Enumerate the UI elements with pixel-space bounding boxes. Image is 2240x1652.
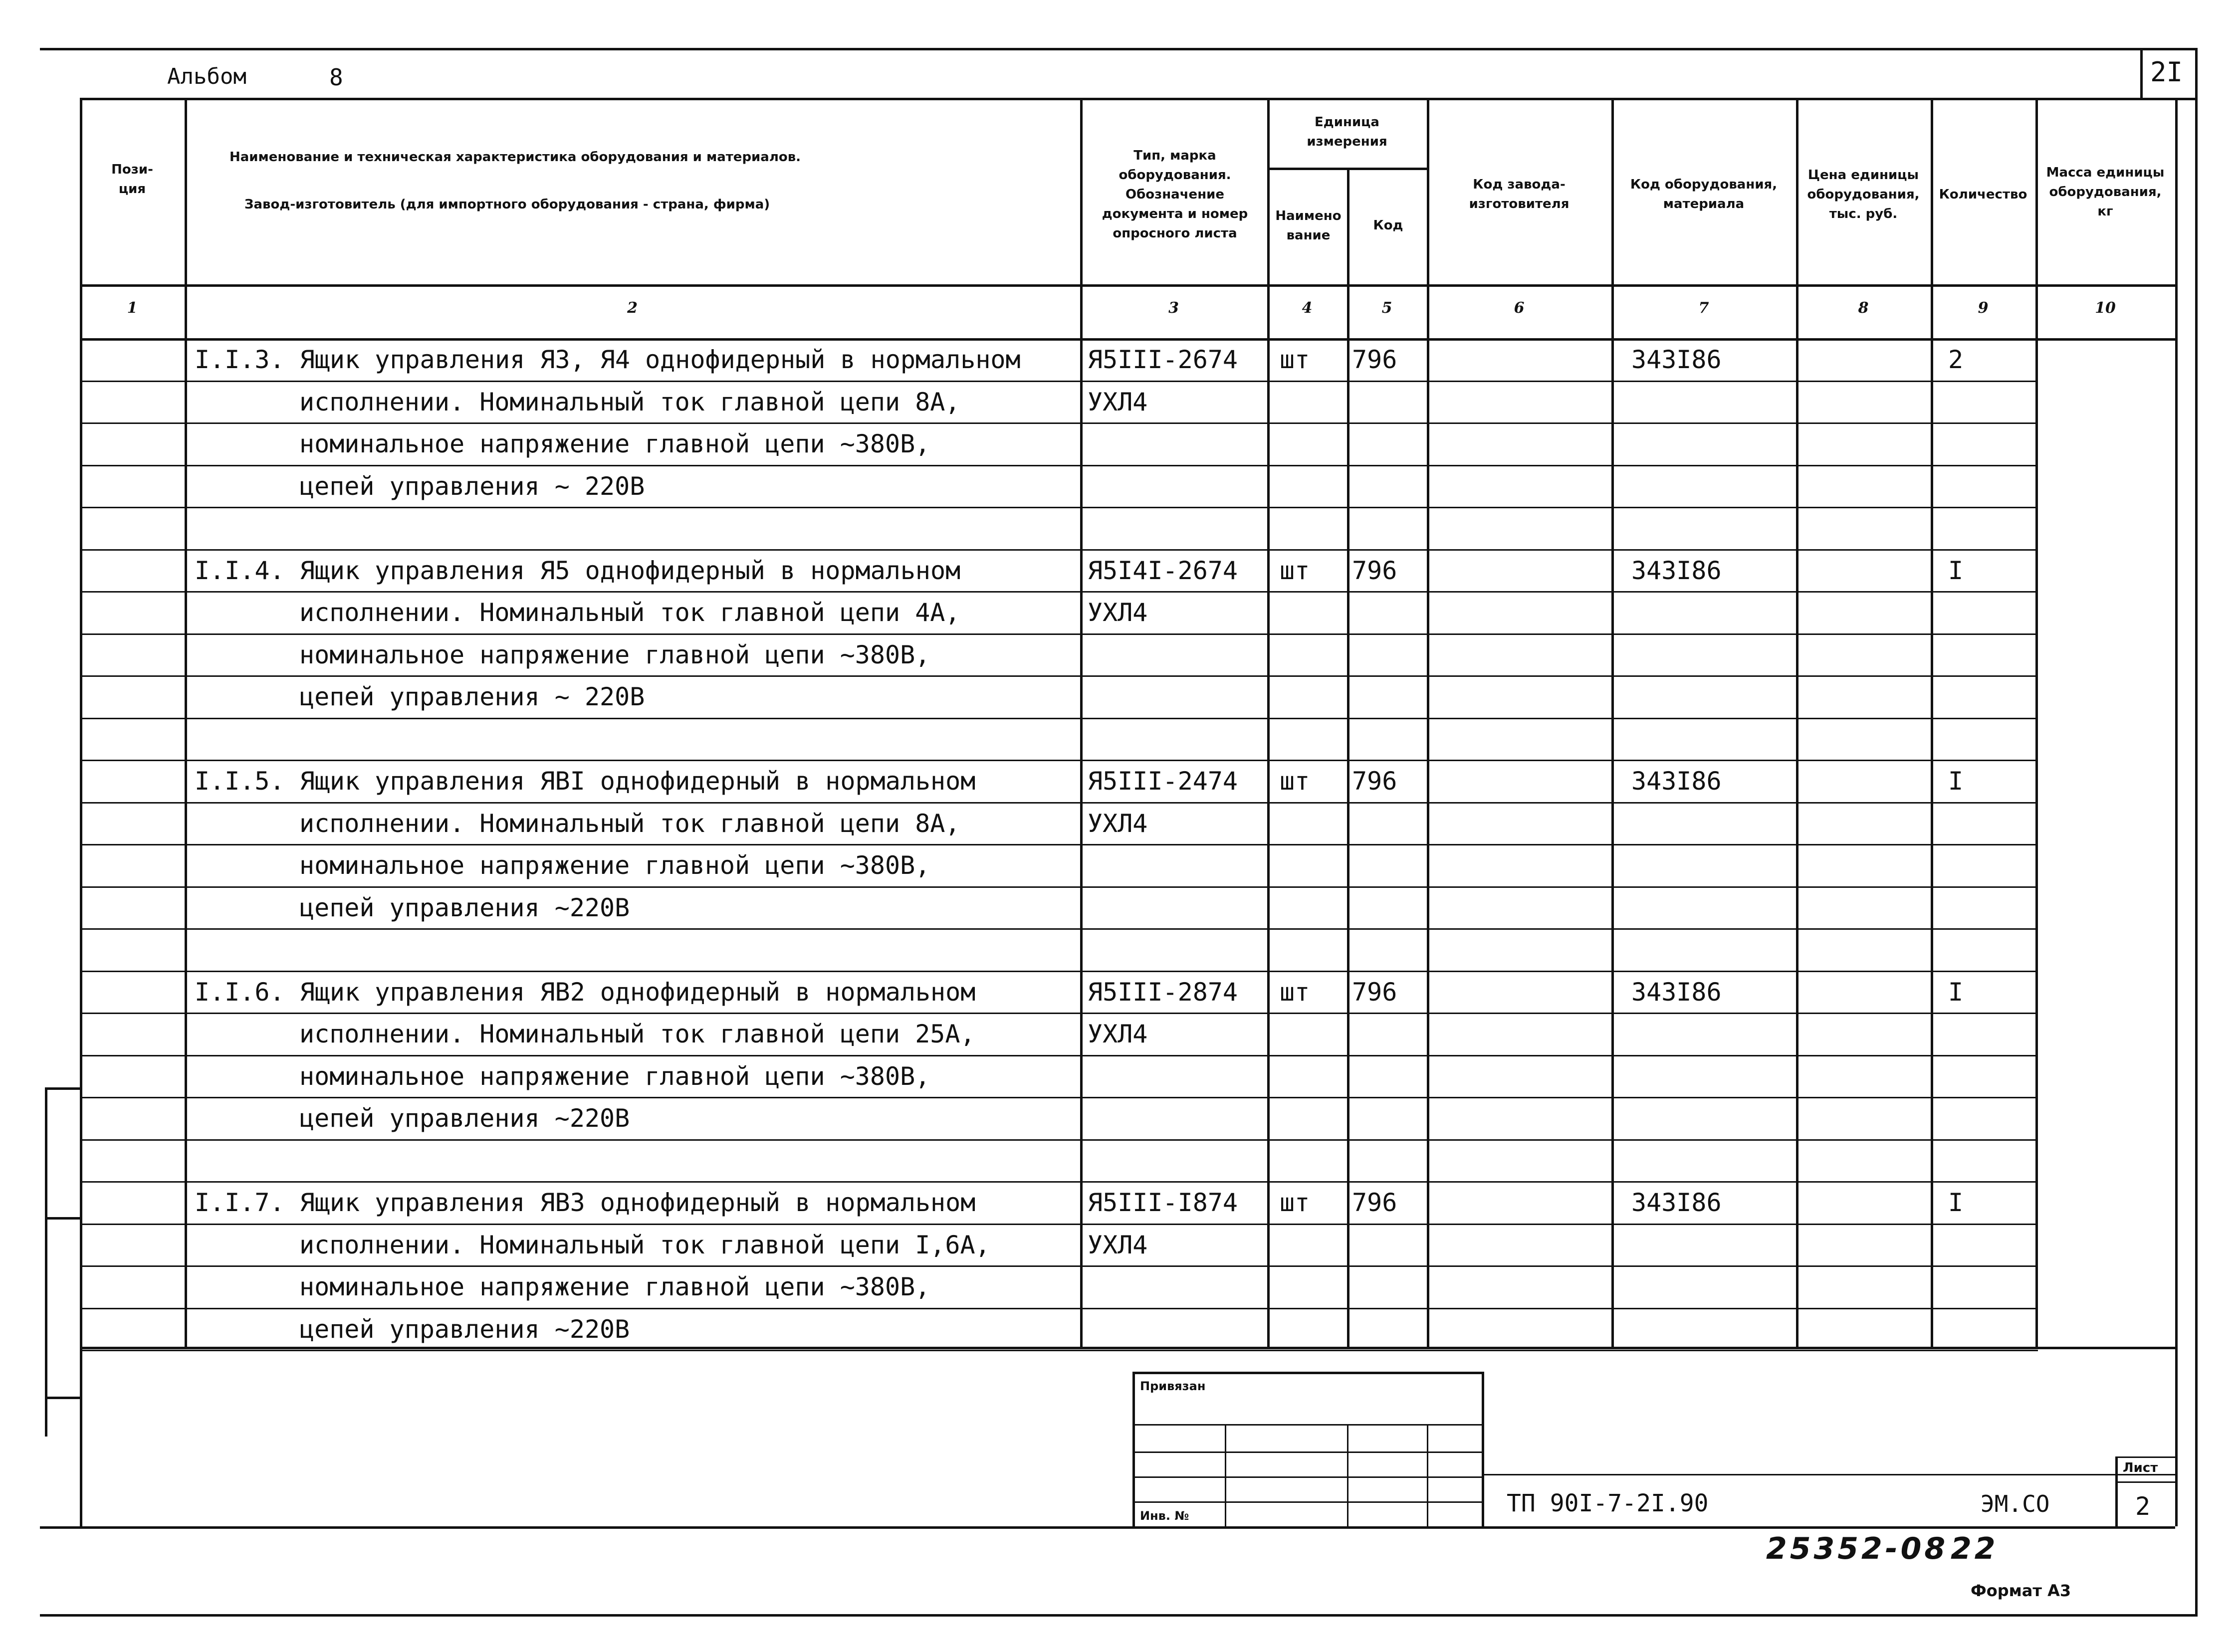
- col-num-8: 8: [1858, 299, 1869, 317]
- format-label: Формат А3: [1971, 1581, 2071, 1600]
- table-row-divider: [80, 675, 2038, 677]
- table-row-divider: [80, 1265, 2038, 1267]
- header-unit-name: Наименование: [1275, 208, 1342, 243]
- item-title-line: I.I.7. Ящик управления ЯВ3 однофидерный в нормальном: [195, 1188, 976, 1217]
- stamp-sheet-label: Лист: [2123, 1460, 2158, 1475]
- table-row-divider: [80, 760, 2038, 761]
- table-row-divider: [80, 1224, 2038, 1225]
- album-label: Альбом: [167, 64, 246, 89]
- item-equipment-code: 343I86: [1631, 556, 1722, 585]
- item-unit: шт: [1280, 345, 1310, 374]
- item-description-line: исполнении. Номинальный ток главной цепи 4А,: [299, 598, 960, 627]
- header-position: Пози-ция: [111, 162, 153, 197]
- stamp-inv-no: Инв. №: [1140, 1509, 1189, 1523]
- item-type: УХЛ4: [1088, 1231, 1148, 1259]
- item-unit: шт: [1280, 1188, 1310, 1217]
- item-description-line: исполнении. Номинальный ток главной цепи 25А,: [299, 1020, 975, 1048]
- table-row-divider: [80, 844, 2038, 845]
- item-type: Я5III-2474: [1088, 767, 1238, 796]
- col-num-5: 5: [1381, 299, 1392, 317]
- col-num-1: 1: [127, 299, 138, 317]
- header-equipment-code: Код оборудования, материала: [1630, 177, 1778, 211]
- table-row-divider: [80, 718, 2038, 719]
- item-description-line: номинальное напряжение главной цепи ~380В,: [299, 851, 930, 880]
- header-factory-code: Код завода-изготовителя: [1469, 177, 1569, 211]
- item-unit: шт: [1280, 556, 1310, 585]
- col-num-3: 3: [1168, 299, 1179, 317]
- item-unit-code: 796: [1352, 767, 1397, 796]
- table-row-divider: [80, 1097, 2038, 1098]
- item-equipment-code: 343I86: [1631, 1188, 1722, 1217]
- table-row-divider: [80, 591, 2038, 593]
- item-description-line: исполнении. Номинальный ток главной цепи I,6А,: [299, 1231, 990, 1259]
- col-num-10: 10: [2095, 299, 2116, 317]
- col-num-7: 7: [1698, 299, 1709, 317]
- item-description-line: номинальное напряжение главной цепи ~380В,: [299, 1272, 930, 1301]
- header-type: Тип, марка оборудования. Обозначение документа и номер опросного листа: [1102, 148, 1248, 241]
- header-quantity: Количество: [1939, 187, 2027, 202]
- table-row-divider: [80, 886, 2038, 888]
- table-row-divider: [80, 507, 2038, 508]
- table-row-divider: [80, 971, 2038, 972]
- item-description-line: цепей управления ~220В: [299, 1315, 630, 1344]
- item-quantity: I: [1948, 1188, 1964, 1217]
- item-title-line: I.I.5. Ящик управления ЯВI однофидерный в нормальном: [195, 767, 976, 796]
- item-description-line: цепей управления ~ 220В: [299, 682, 645, 711]
- header-manufacturer: Завод-изготовитель (для импортного оборудования - страна, фирма): [244, 197, 770, 212]
- item-description-line: цепей управления ~220В: [299, 1104, 630, 1133]
- col-num-6: 6: [1514, 299, 1525, 317]
- item-equipment-code: 343I86: [1631, 767, 1722, 796]
- table-row-divider: [80, 549, 2038, 551]
- table-row-divider: [80, 1181, 2038, 1183]
- stamp-mark: ЭМ.СО: [1981, 1490, 2050, 1517]
- item-quantity: I: [1948, 556, 1964, 585]
- item-title-line: I.I.6. Ящик управления ЯВ2 однофидерный в нормальном: [195, 978, 976, 1007]
- item-type: Я5I4I-2674: [1088, 556, 1238, 585]
- item-type: Я5III-2674: [1088, 345, 1238, 374]
- table-row-divider: [80, 633, 2038, 635]
- table-row-divider: [80, 1350, 2038, 1351]
- item-description-line: цепей управления ~ 220В: [299, 472, 645, 501]
- item-unit-code: 796: [1352, 556, 1397, 585]
- item-unit: шт: [1280, 767, 1310, 796]
- header-mass: Масса единицы оборудования, кг: [2046, 165, 2165, 219]
- table-row-divider: [80, 381, 2038, 382]
- table-row-divider: [80, 422, 2038, 424]
- header-unit-code: Код: [1373, 218, 1403, 233]
- table-row-divider: [80, 1308, 2038, 1309]
- item-type: УХЛ4: [1088, 598, 1148, 627]
- item-unit-code: 796: [1352, 345, 1397, 374]
- archive-number: 25352-08: [1766, 1531, 1949, 1566]
- item-description-line: исполнении. Номинальный ток главной цепи 8А,: [299, 388, 960, 416]
- item-description-line: цепей управления ~220В: [299, 893, 630, 922]
- table-row-divider: [80, 1055, 2038, 1056]
- archive-page: 22: [1951, 1531, 1999, 1566]
- sheet-corner-number: 2I: [2150, 56, 2183, 88]
- item-title-line: I.I.3. Ящик управления Я3, Я4 однофидерный в нормальном: [195, 345, 1021, 374]
- col-num-9: 9: [1978, 299, 1989, 317]
- item-quantity: I: [1948, 767, 1964, 796]
- table-row-divider: [80, 1013, 2038, 1014]
- item-description-line: номинальное напряжение главной цепи ~380В,: [299, 429, 930, 458]
- item-unit-code: 796: [1352, 1188, 1397, 1217]
- item-unit: шт: [1280, 978, 1310, 1007]
- header-unit: Единица измерения: [1307, 115, 1387, 149]
- stamp-sheet-number: 2: [2135, 1492, 2151, 1521]
- table-row-divider: [80, 928, 2038, 930]
- stamp-doc-code: ТП 90I-7-2I.90: [1507, 1489, 1709, 1517]
- item-quantity: I: [1948, 978, 1964, 1007]
- item-type: Я5III-I874: [1088, 1188, 1238, 1217]
- item-description-line: номинальное напряжение главной цепи ~380В,: [299, 640, 930, 669]
- stamp-attached: Привязан: [1140, 1379, 1206, 1393]
- item-type: УХЛ4: [1088, 388, 1148, 416]
- col-num-4: 4: [1302, 299, 1313, 317]
- item-description-line: исполнении. Номинальный ток главной цепи 8А,: [299, 809, 960, 838]
- album-number: 8: [329, 64, 343, 91]
- header-price: Цена единицы оборудования, тыс. руб.: [1807, 167, 1920, 221]
- item-description-line: номинальное напряжение главной цепи ~380В,: [299, 1062, 930, 1091]
- item-unit-code: 796: [1352, 978, 1397, 1007]
- item-equipment-code: 343I86: [1631, 978, 1722, 1007]
- item-type: Я5III-2874: [1088, 978, 1238, 1007]
- item-title-line: I.I.4. Ящик управления Я5 однофидерный в нормальном: [195, 556, 961, 585]
- item-type: УХЛ4: [1088, 1020, 1148, 1048]
- table-row-divider: [80, 465, 2038, 466]
- table-row-divider: [80, 802, 2038, 804]
- item-type: УХЛ4: [1088, 809, 1148, 838]
- table-row-divider: [80, 1139, 2038, 1141]
- item-quantity: 2: [1948, 345, 1964, 374]
- col-num-2: 2: [627, 299, 638, 317]
- header-name: Наименование и техническая характеристика оборудования и материалов.: [229, 150, 801, 165]
- item-equipment-code: 343I86: [1631, 345, 1722, 374]
